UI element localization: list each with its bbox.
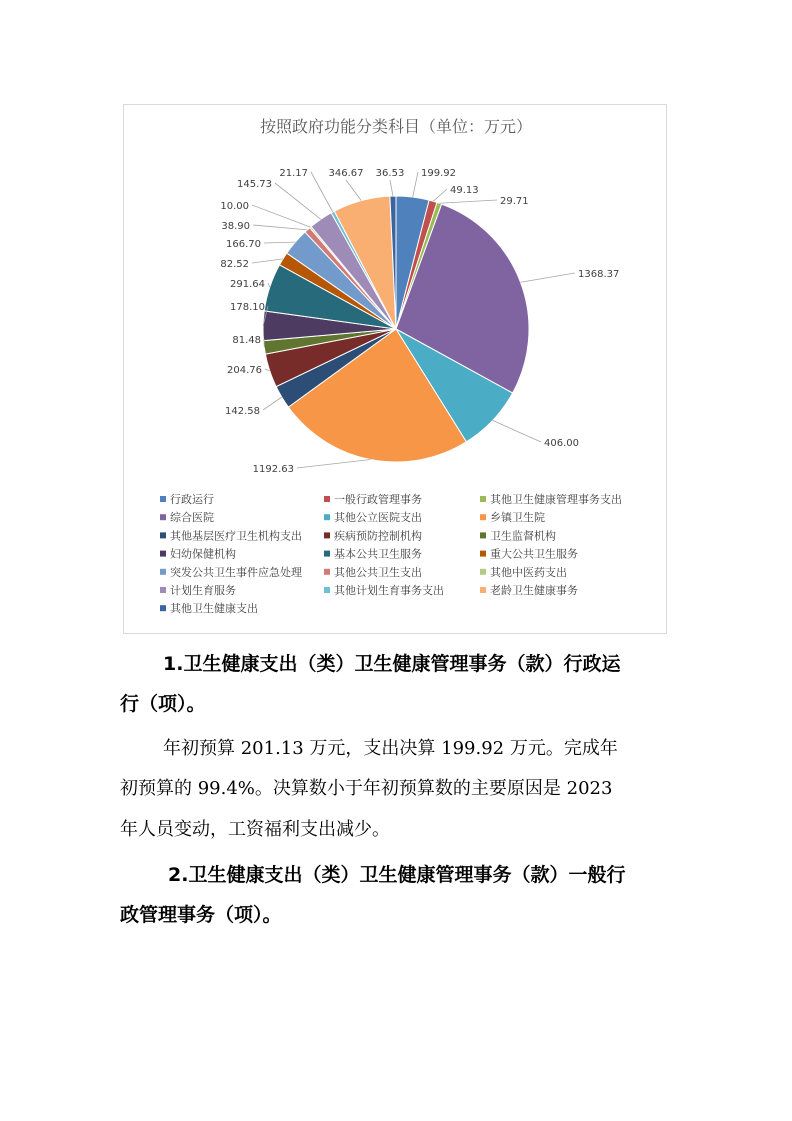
legend-label-17: 其他计划生育事务支出 bbox=[334, 584, 444, 597]
leader-line-4 bbox=[521, 273, 575, 282]
legend-item-17 bbox=[324, 583, 444, 597]
legend-swatch-14 bbox=[324, 569, 330, 575]
legend-swatch-11 bbox=[324, 551, 330, 557]
paragraph-line-1: 年初预算 201.13 万元，支出决算 199.92 万元。完成年 bbox=[163, 738, 618, 759]
leader-line-6 bbox=[297, 460, 371, 468]
legend-swatch-17 bbox=[324, 587, 330, 593]
leader-line-15 bbox=[252, 205, 310, 227]
legend-label-12: 重大公共卫生服务 bbox=[490, 547, 578, 561]
leader-line-13 bbox=[264, 242, 295, 243]
leader-line-1 bbox=[413, 172, 418, 197]
legend-label-8: 疾病预防控制机构 bbox=[334, 529, 422, 543]
data-label-14: 38.90 bbox=[221, 221, 250, 232]
chart-title: 按照政府功能分类科目（单位：万元） bbox=[259, 117, 533, 136]
legend-item-18 bbox=[480, 583, 578, 597]
legend-label-14: 其他公共卫生支出 bbox=[334, 565, 422, 579]
heading-2-line-1: 2.卫生健康支出（类）卫生健康管理事务（款）一般行 bbox=[168, 864, 626, 886]
leader-line-12 bbox=[252, 259, 283, 263]
data-label-16: 145.73 bbox=[237, 179, 272, 190]
leader-line-16 bbox=[275, 183, 321, 219]
legend-item-5 bbox=[324, 510, 422, 524]
legend-swatch-9 bbox=[480, 532, 486, 538]
leader-line-19 bbox=[390, 180, 393, 196]
legend-swatch-18 bbox=[480, 587, 486, 593]
legend-swatch-1 bbox=[160, 496, 166, 502]
legend-item-1 bbox=[160, 492, 214, 506]
paragraph-line-3: 年人员变动，工资福利支出减少。 bbox=[120, 819, 390, 840]
legend-item-3 bbox=[480, 492, 622, 506]
leader-line-11 bbox=[268, 283, 270, 287]
data-label-19: 36.53 bbox=[375, 168, 405, 179]
legend-item-11 bbox=[324, 547, 422, 561]
legend-swatch-5 bbox=[324, 514, 330, 520]
legend-item-19 bbox=[160, 601, 258, 615]
data-label-13: 166.70 bbox=[226, 239, 261, 250]
legend-swatch-8 bbox=[324, 532, 330, 538]
legend-label-2: 一般行政管理事务 bbox=[334, 493, 422, 506]
legend-item-13 bbox=[160, 565, 302, 579]
heading-1-line-2: 行（项）。 bbox=[120, 693, 206, 715]
leader-line-7 bbox=[263, 397, 282, 410]
legend-label-13: 突发公共卫生事件应急处理 bbox=[170, 565, 302, 579]
legend-label-16: 计划生育服务 bbox=[170, 584, 236, 597]
data-label-3: 29.71 bbox=[500, 196, 529, 207]
leader-line-18 bbox=[346, 180, 361, 201]
legend-label-9: 卫生监督机构 bbox=[490, 529, 556, 543]
leader-line-14 bbox=[253, 225, 307, 230]
legend-label-3: 其他卫生健康管理事务支出 bbox=[490, 493, 622, 506]
legend-label-1: 行政运行 bbox=[170, 493, 214, 506]
legend-item-14 bbox=[324, 565, 422, 579]
data-label-5: 406.00 bbox=[544, 438, 579, 449]
data-label-12: 82.52 bbox=[220, 259, 249, 270]
chart-frame bbox=[123, 104, 667, 634]
legend-swatch-6 bbox=[480, 514, 486, 520]
legend-label-18: 老龄卫生健康事务 bbox=[490, 584, 578, 597]
legend-label-11: 基本公共卫生服务 bbox=[334, 547, 422, 561]
heading-2-line-2: 政管理事务（项）。 bbox=[120, 904, 282, 926]
legend-label-5: 其他公立医院支出 bbox=[334, 511, 422, 525]
legend-item-8 bbox=[324, 528, 422, 542]
data-label-10: 178.10 bbox=[230, 302, 265, 313]
data-label-17: 21.17 bbox=[279, 168, 308, 179]
legend-item-16 bbox=[160, 583, 236, 597]
legend-swatch-3 bbox=[480, 496, 486, 502]
legend-label-10: 妇幼保健机构 bbox=[170, 547, 236, 561]
legend-swatch-13 bbox=[160, 569, 166, 575]
leader-line-2 bbox=[433, 189, 447, 201]
data-label-4: 1368.37 bbox=[578, 269, 620, 280]
legend-label-7: 其他基层医疗卫生机构支出 bbox=[170, 529, 302, 543]
legend-item-9 bbox=[480, 528, 556, 542]
legend-swatch-19 bbox=[160, 605, 166, 611]
legend-swatch-7 bbox=[160, 532, 166, 538]
data-label-8: 204.76 bbox=[227, 365, 262, 376]
legend-swatch-2 bbox=[324, 496, 330, 502]
legend-swatch-12 bbox=[480, 551, 486, 557]
data-label-7: 142.58 bbox=[225, 406, 260, 417]
legend-label-19: 其他卫生健康支出 bbox=[170, 602, 258, 616]
data-label-18: 346.67 bbox=[328, 168, 364, 179]
pie-chart bbox=[124, 105, 668, 635]
legend-item-4 bbox=[160, 510, 214, 524]
heading-1-line-1: 1.卫生健康支出（类）卫生健康管理事务（款）行政运 bbox=[163, 653, 621, 675]
legend-item-6 bbox=[480, 510, 545, 524]
legend-item-7 bbox=[160, 528, 302, 542]
legend-swatch-10 bbox=[160, 551, 166, 557]
data-label-9: 81.48 bbox=[232, 335, 261, 346]
data-label-1: 199.92 bbox=[421, 168, 456, 179]
legend-item-2 bbox=[324, 492, 422, 506]
legend-swatch-15 bbox=[480, 569, 486, 575]
data-label-6: 1192.63 bbox=[252, 464, 294, 475]
legend-item-10 bbox=[160, 547, 236, 561]
legend-swatch-16 bbox=[160, 587, 166, 593]
data-label-2: 49.13 bbox=[450, 185, 479, 196]
legend-label-4: 综合医院 bbox=[170, 511, 214, 525]
paragraph-line-2: 初预算的 99.4%。决算数小于年初预算数的主要原因是 2023 bbox=[120, 778, 613, 799]
legend-swatch-4 bbox=[160, 514, 166, 520]
leader-line-5 bbox=[493, 420, 541, 442]
data-label-15: 10.00 bbox=[220, 201, 249, 212]
legend-label-15: 其他中医药支出 bbox=[490, 565, 567, 579]
legend-item-15 bbox=[480, 565, 567, 579]
leader-line-3 bbox=[439, 200, 497, 203]
data-label-11: 291.64 bbox=[230, 279, 265, 290]
legend-item-12 bbox=[480, 547, 578, 561]
legend-label-6: 乡镇卫生院 bbox=[490, 511, 545, 525]
